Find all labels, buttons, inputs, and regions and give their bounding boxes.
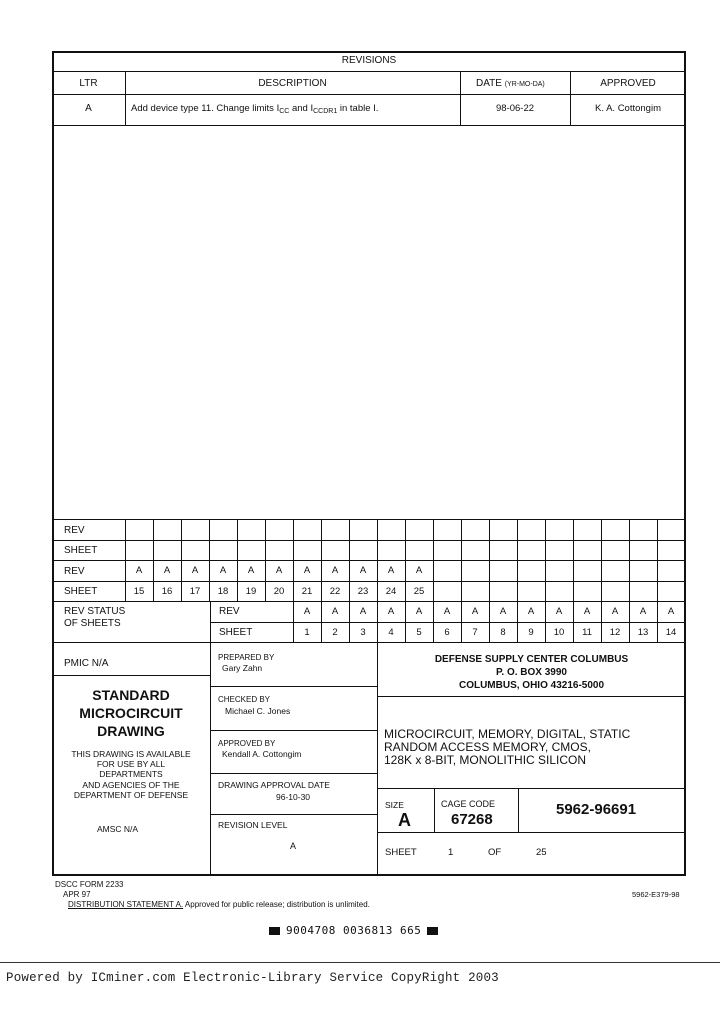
standard-line2: MICROCIRCUIT	[79, 705, 183, 721]
rev-col-2	[460, 71, 461, 125]
rev-col-1	[125, 71, 126, 125]
grid-col-line	[545, 519, 546, 601]
approved-name: Kendall A. Cottongim	[222, 749, 302, 759]
barcode-block-left	[269, 927, 280, 935]
rev-status-label: REV STATUS OF SHEETS	[64, 606, 126, 629]
row5-rev-cell: A	[359, 606, 367, 617]
row6-sheet-cell: 4	[388, 627, 394, 638]
size-label: SIZE	[385, 800, 404, 810]
rev-title-line	[52, 71, 686, 72]
row5-rev-cell: A	[331, 606, 339, 617]
row5-rev-cell: A	[443, 606, 451, 617]
grid-top-line	[52, 519, 686, 520]
tb-pmic-line	[52, 675, 210, 676]
rev-col-3	[570, 71, 571, 125]
grid-line-6	[210, 622, 686, 623]
row5-rev-cell: A	[639, 606, 647, 617]
row3-rev-cell: A	[219, 565, 227, 576]
row4-sheet-cell: 19	[245, 586, 257, 597]
rev-header-ltr: LTR	[79, 78, 98, 89]
row6-sheet-cell: 8	[500, 627, 506, 638]
amsc-label: AMSC N/A	[97, 824, 139, 834]
rev-row-approved: K. A. Cottongim	[594, 103, 661, 114]
rev-row-description: Add device type 11. Change limits $I_{CC}$ and $I_{CCDR1}$ in table I.	[131, 103, 379, 115]
approval-date: 96-10-30	[276, 792, 311, 802]
row5-rev-cell: A	[583, 606, 591, 617]
row6-sheet-cell: 5	[416, 627, 422, 638]
agency-line3: COLUMBUS, OHIO 43216-5000	[458, 680, 605, 691]
tb-date-line	[210, 814, 377, 815]
grid-col-line	[573, 519, 574, 601]
barcode-block-right	[427, 927, 438, 935]
row6-sheet-cell: 12	[609, 627, 621, 638]
cage-value: 67268	[451, 811, 493, 828]
revisions-title: REVISIONS	[341, 55, 397, 66]
agency-line2: P. O. BOX 3990	[496, 667, 567, 678]
row6-sheet-cell: 2	[332, 627, 338, 638]
row2-sheet-label: SHEET	[64, 545, 98, 556]
rev-header-description: DESCRIPTION	[258, 78, 327, 89]
row6-sheet-cell: 13	[637, 627, 649, 638]
grid-status-col-line	[685, 601, 686, 642]
row5-rev-cell: A	[387, 606, 395, 617]
row5-rev-cell: A	[527, 606, 535, 617]
availability-1: THIS DRAWING IS AVAILABLE	[71, 749, 191, 759]
agency-line1: DEFENSE SUPPLY CENTER COLUMBUS	[434, 654, 629, 665]
rev-header-line	[52, 94, 686, 95]
row4-sheet-cell: 20	[273, 586, 285, 597]
row6-sheet-cell: 7	[472, 627, 478, 638]
document-code: 5962-E379-98	[632, 890, 680, 899]
standard-line3: DRAWING	[97, 723, 165, 739]
row3-rev-label: REV	[64, 566, 85, 577]
row6-sheet-cell: 9	[528, 627, 534, 638]
row3-rev-cell: A	[359, 565, 367, 576]
desc-line1: MICROCIRCUIT, MEMORY, DIGITAL, STATIC	[384, 727, 631, 741]
availability-2: FOR USE BY ALL	[96, 759, 166, 769]
grid-col-line	[489, 519, 490, 601]
revision-level: A	[290, 841, 297, 851]
tb-check-line	[210, 730, 377, 731]
row3-rev-cell: A	[247, 565, 255, 576]
row6-sheet-cell: 11	[582, 627, 592, 638]
of-label: OF	[488, 847, 502, 858]
grid-line-5	[52, 601, 686, 602]
row5-rev-cell: A	[611, 606, 619, 617]
rev-header-approved: APPROVED	[600, 78, 656, 89]
row4-sheet-cell: 18	[217, 586, 229, 597]
row4-sheet-cell: 24	[385, 586, 397, 597]
powered-by-footer: Powered by ICminer.com Electronic-Library Service CopyRight 2003	[6, 971, 499, 985]
revision-level-label: REVISION LEVEL	[218, 820, 288, 830]
cage-label: CAGE CODE	[441, 799, 496, 809]
prepared-name: Gary Zahn	[222, 663, 263, 673]
row3-rev-cell: A	[387, 565, 395, 576]
row5-rev-cell: A	[555, 606, 563, 617]
row4-sheet-cell: 16	[161, 586, 173, 597]
row6-sheet-cell: 10	[553, 627, 565, 638]
tb-cage-split	[518, 788, 519, 832]
rev-row-line	[52, 125, 686, 126]
row6-sheet-cell: 14	[665, 627, 677, 638]
form-number: DSCC FORM 2233	[55, 880, 124, 889]
row3-rev-cell: A	[331, 565, 339, 576]
approved-label: APPROVED BY	[218, 739, 276, 748]
grid-line-2	[52, 540, 686, 541]
row5-rev-cell: A	[471, 606, 479, 617]
grid-col-line	[629, 519, 630, 601]
grid-col-line	[461, 519, 462, 601]
row3-rev-cell: A	[415, 565, 423, 576]
rev-row-ltr: A	[85, 103, 92, 114]
row4-sheet-cell: 17	[189, 586, 201, 597]
row6-sheet-cell: 6	[444, 627, 450, 638]
grid-col-line	[517, 519, 518, 601]
tb-prep-line	[210, 686, 377, 687]
sheet-total: 25	[536, 847, 547, 858]
approval-date-label: DRAWING APPROVAL DATE	[218, 780, 330, 790]
grid-col-line	[685, 519, 686, 601]
availability-3: DEPARTMENTS	[99, 769, 163, 779]
standard-line1: STANDARD	[92, 687, 170, 703]
tb-approved-line	[210, 773, 377, 774]
desc-line3: 128K x 8-BIT, MONOLITHIC SILICON	[384, 753, 587, 767]
barcode-line	[269, 924, 438, 937]
row4-sheet-cell: 25	[413, 586, 425, 597]
sheet-number: 1	[448, 847, 454, 858]
row4-sheet-label: SHEET	[64, 586, 98, 597]
rev-header-date: DATE (YR-MO-DA)	[476, 78, 545, 89]
grid-col-line	[601, 519, 602, 601]
row3-rev-cell: A	[163, 565, 171, 576]
prepared-label: PREPARED BY	[218, 653, 275, 662]
row5-rev-cell: A	[303, 606, 311, 617]
checked-name: Michael C. Jones	[225, 706, 291, 716]
barcode-text: 9004708 0036813 665	[286, 924, 422, 937]
row3-rev-cell: A	[191, 565, 199, 576]
tb-size-split	[434, 788, 435, 832]
desc-line2: RANDOM ACCESS MEMORY, CMOS,	[384, 740, 591, 754]
pmic-label: PMIC N/A	[64, 658, 109, 669]
row5-rev-cell: A	[499, 606, 507, 617]
row3-rev-cell: A	[275, 565, 283, 576]
document-number: 5962-96691	[556, 801, 637, 818]
tb-left-split	[210, 601, 211, 876]
row5-rev-cell: A	[667, 606, 675, 617]
footer-rule	[0, 962, 720, 963]
row6-sheet-cell: 1	[304, 627, 310, 638]
form-date: APR 97	[63, 890, 91, 899]
row6-sheet-cell: 3	[360, 627, 366, 638]
distribution-statement: DISTRIBUTION STATEMENT A. Approved for public release; distribution is unlimited.	[68, 900, 370, 909]
sheet-label: SHEET	[385, 847, 417, 858]
grid-col-line	[657, 519, 658, 601]
row5-rev-cell: A	[415, 606, 423, 617]
row1-rev-label: REV	[64, 525, 85, 536]
row4-sheet-cell: 21	[301, 586, 313, 597]
row3-rev-cell: A	[303, 565, 311, 576]
availability-5: DEPARTMENT OF DEFENSE	[73, 790, 189, 800]
grid-line-3	[52, 560, 686, 561]
grid-col-line	[433, 519, 434, 601]
tb-agency-line	[377, 696, 686, 697]
row3-rev-cell: A	[135, 565, 143, 576]
row4-sheet-cell: 23	[357, 586, 369, 597]
row5-rev-label: REV	[219, 606, 240, 617]
size-value: A	[398, 810, 411, 830]
row6-sheet-label: SHEET	[219, 627, 253, 638]
grid-line-4	[52, 581, 686, 582]
tb-desc-line	[377, 788, 686, 789]
grid-bottom-line	[52, 642, 686, 643]
row4-sheet-cell: 22	[329, 586, 341, 597]
availability-4: AND AGENCIES OF THE	[82, 780, 180, 790]
tb-size-line	[377, 832, 686, 833]
rev-row-date: 98-06-22	[495, 103, 535, 114]
checked-label: CHECKED BY	[218, 695, 271, 704]
row4-sheet-cell: 15	[133, 586, 145, 597]
